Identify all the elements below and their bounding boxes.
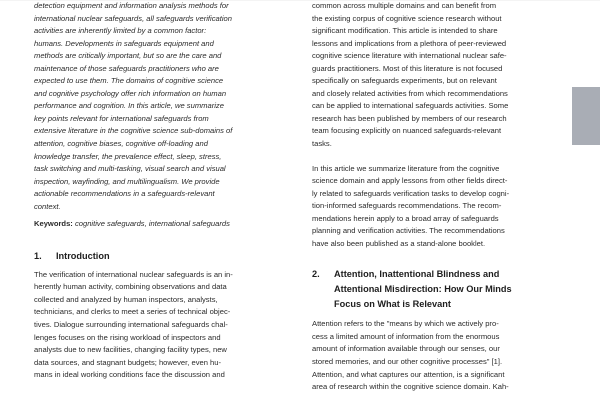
section-1-number: 1. [34,250,42,261]
body-line: and closely related activities from which recommendations [312,88,508,98]
abstract-line: detection equipment and information analysis methods for [34,1,229,10]
section-2-number: 2. [312,269,320,280]
body-line: mans in ideal working conditions face the discussion and [34,370,225,380]
section-2-body [312,318,565,393]
abstract-line: maintenance of those safeguards practitioners who are [34,63,219,73]
body-line: specifically on safeguards experiments, but on relevant [312,76,497,86]
abstract-line: expected to use them. The domains of cognitive science [34,76,224,86]
body-line: science domain and apply lessons from other fields direct- [312,176,508,186]
body-line: lessons and implications from a plethora of peer-reviewed [312,38,507,48]
abstract-line: methods are critically important, but so are the care and [34,51,222,61]
section-2-title-line: Focus on What is Relevant [334,299,451,310]
abstract-line: task switching and multi-tasking, visual search and visual [34,164,226,174]
abstract-line: actionable recommendations in a safeguards-relevant [34,189,215,199]
section-2-title-line: Attention, Inattentional Blindness and [334,269,500,280]
body-line: planning and verification activities. The recommendations [312,226,505,236]
paragraph-gap [312,151,565,163]
body-line: mendations herein apply to a broad array of safeguards [312,213,499,223]
body-line: area of research within the cognitive science domain. Kah- [312,382,509,392]
section-2-heading [312,267,565,312]
body-line: Attention refers to the "means by which we actively pro- [312,319,499,329]
body-line: The verification of international nuclear safeguards is an in- [34,269,233,279]
body-line: cognitive science literature with international nuclear safe- [312,51,507,61]
body-line: tasks. [312,139,332,149]
body-line: the existing corpus of cognitive science research without [312,13,502,23]
section-2-title-line: Attentional Misdirection: How Our Minds [334,284,512,295]
abstract [34,0,286,213]
abstract-line: knowledge transfer, the prevalence effect, sleep, stress, [34,151,222,161]
body-line: herently human activity, combining observations and data [34,282,227,292]
right-column [312,0,565,394]
body-line: analysts due to new facilities, changing facility types, new [34,345,227,355]
body-line: have also been published as a stand-alone booklet. [312,238,486,248]
abstract-line: activities are inherently limited by a common factor: [34,26,207,36]
intro-continued-paragraph [312,0,565,151]
summary-paragraph [312,163,565,251]
abstract-line: inspection, wayfinding, and multilingualism. We provide [34,176,220,186]
body-line: stored memories, and our other cognitive processes" [1]. [312,357,503,367]
body-line: common across multiple domains and can benefit from [312,1,497,10]
abstract-line: and cognitive psychology offer rich information on human [34,88,227,98]
body-line: can be applied to international safeguards activities. Some [312,101,509,111]
body-line: tives. Dialogue surrounding international safeguards chal- [34,320,228,330]
abstract-line: context. [34,201,61,211]
body-line: tion-informed safeguards recommendations. The recom- [312,201,502,211]
abstract-line: international nuclear safeguards, all safeguards verification [34,13,232,23]
body-line: amount of information available through our senses, our [312,344,500,354]
abstract-line: humans. Developments in safeguards equipment and [34,38,214,48]
body-line: data sources, and stagnant budgets; however, even hu- [34,357,222,367]
body-line: guards practitioners. Most of this literature is not focused [312,63,503,73]
keywords-value: cognitive safeguards, international safeguards [74,219,230,229]
keywords-label: Keywords: [34,219,73,229]
section-1-body [34,269,286,382]
page-edge-tab [572,87,600,145]
body-line: cess a limited amount of information from the enormous [312,331,500,341]
body-line: ly related to safeguards verification tasks to develop cogni- [312,188,510,198]
body-line: team focusing explicitly on nuanced safeguards-relevant [312,126,502,136]
body-line: research has been published by members of our research [312,113,507,123]
body-line: Attention, and what captures our attention, is a significant [312,369,505,379]
keywords [34,218,286,231]
left-column [34,0,286,382]
abstract-line: attention, cognitive biases, cognitive off-loading and [34,139,208,149]
abstract-line: performance and cognition. In this article, we summarize [34,101,224,111]
abstract-line: extensive literature in the cognitive science sub-domains of [34,126,233,136]
body-line: technicians, and clerks to meet a series of technical objec- [34,307,231,317]
abstract-line: key points relevant for international safeguards from [34,113,209,123]
section-1-title: Introduction [56,250,110,261]
body-line: collected and analyzed by human inspectors, analysts, [34,294,218,304]
body-line: lenges focuses on the rising workload of inspectors and [34,332,221,342]
section-1-heading [34,249,286,264]
body-line: In this article we summarize literature from the cognitive [312,163,500,173]
body-line: significant modification. This article is intended to share [312,26,498,36]
